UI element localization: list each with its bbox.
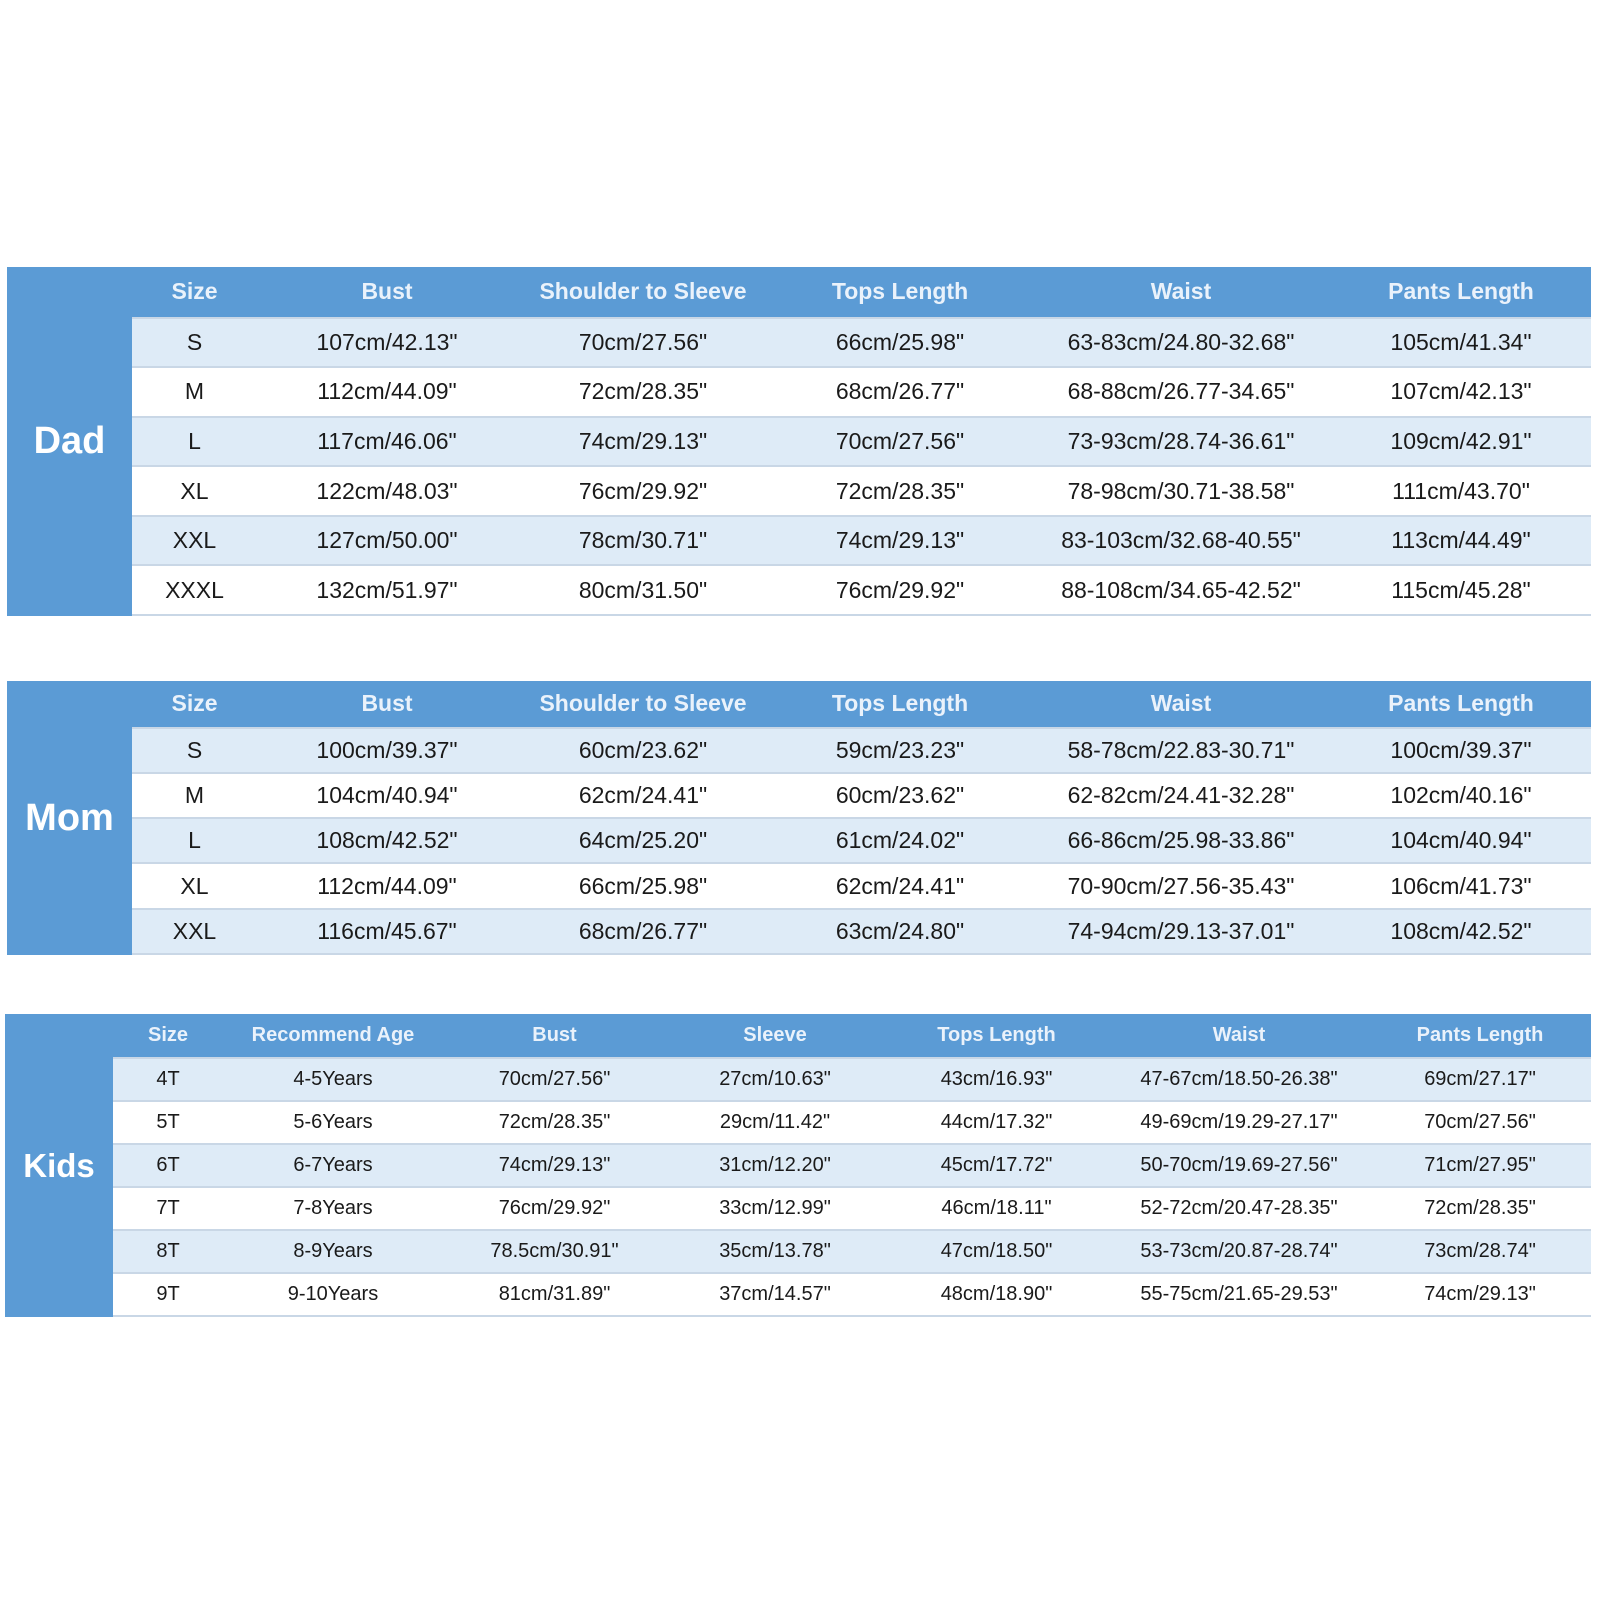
cell-bust: 107cm/42.13" [316, 328, 458, 355]
cell-bust: 132cm/51.97" [316, 576, 458, 603]
cell-bust: 108cm/42.52" [316, 827, 458, 854]
kids-label: Kids [5, 1014, 113, 1317]
cell-pants-length: 106cm/41.73" [1390, 872, 1532, 899]
cell-waist: 66-86cm/25.98-33.86" [1067, 827, 1295, 854]
cell-size: S [186, 328, 203, 355]
cell-bust: 117cm/46.06" [317, 428, 457, 454]
cell-age: 4-5Years [293, 1068, 373, 1090]
cell-tops-length: 44cm/17.32" [940, 1111, 1053, 1133]
table-row [132, 772, 1591, 817]
cell-tops-length: 45cm/17.72" [940, 1154, 1053, 1176]
cell-tops-length: 76cm/29.92" [835, 576, 965, 603]
header-waist: Waist [1212, 1024, 1266, 1046]
mom-header-row [132, 681, 1591, 727]
cell-tops-length: 46cm/18.11" [941, 1197, 1052, 1219]
cell-waist: 53-73cm/20.87-28.74" [1140, 1240, 1338, 1262]
cell-age: 7-8Years [293, 1197, 373, 1219]
dad-label: Dad [7, 267, 132, 616]
cell-shoulder: 70cm/27.56" [578, 328, 708, 355]
table-row [113, 1100, 1591, 1143]
table-row [132, 465, 1591, 515]
table-row [113, 1057, 1591, 1100]
cell-size: XXXL [165, 576, 224, 603]
cell-size: M [184, 782, 205, 809]
cell-bust: 116cm/45.67" [317, 917, 457, 944]
cell-bust: 104cm/40.94" [316, 782, 458, 809]
kids-size-chart [5, 1014, 1591, 1317]
header-size: Size [147, 1024, 189, 1046]
cell-size: L [188, 827, 201, 854]
cell-waist: 88-108cm/34.65-42.52" [1061, 576, 1301, 603]
cell-pants-length: 108cm/42.52" [1390, 917, 1532, 944]
cell-size: XXL [172, 527, 217, 554]
table-row [132, 416, 1591, 466]
header-tops-length: Tops Length [831, 278, 969, 305]
cell-size: 6T [156, 1154, 180, 1176]
cell-waist: 83-103cm/32.68-40.55" [1061, 527, 1301, 554]
cell-bust: 112cm/44.09" [317, 378, 457, 405]
cell-size: 9T [156, 1283, 180, 1305]
header-shoulder-to-sleeve: Shoulder to Sleeve [539, 278, 747, 305]
mom-label: Mom [7, 681, 132, 955]
cell-waist: 49-69cm/19.29-27.17" [1140, 1111, 1338, 1133]
cell-pants-length: 71cm/27.95" [1424, 1154, 1536, 1176]
header-size: Size [171, 690, 218, 717]
cell-tops-length: 62cm/24.41" [835, 872, 965, 899]
cell-bust: 70cm/27.56" [498, 1068, 611, 1090]
header-size: Size [171, 278, 218, 305]
header-bust: Bust [361, 690, 413, 717]
header-tops-length: Tops Length [831, 690, 969, 717]
cell-tops-length: 72cm/28.35" [835, 477, 965, 504]
header-pants-length: Pants Length [1388, 278, 1534, 305]
cell-size: 5T [156, 1111, 180, 1133]
cell-sleeve: 29cm/11.42" [719, 1111, 831, 1133]
cell-pants-length: 73cm/28.74" [1424, 1240, 1536, 1262]
cell-sleeve: 37cm/14.57" [719, 1283, 831, 1305]
cell-size: L [188, 428, 201, 454]
cell-pants-length: 105cm/41.34" [1390, 328, 1532, 355]
cell-bust: 100cm/39.37" [316, 736, 458, 763]
cell-waist: 52-72cm/20.47-28.35" [1140, 1197, 1338, 1219]
cell-size: S [186, 736, 203, 763]
cell-size: XL [180, 477, 209, 504]
table-row [132, 564, 1591, 616]
cell-shoulder: 74cm/29.13" [578, 428, 708, 454]
cell-age: 6-7Years [293, 1154, 373, 1176]
cell-size: 7T [156, 1197, 180, 1219]
header-waist: Waist [1150, 278, 1212, 305]
cell-pants-length: 115cm/45.28" [1391, 576, 1531, 603]
cell-pants-length: 69cm/27.17" [1424, 1068, 1536, 1090]
dad-size-chart [7, 267, 1591, 616]
cell-tops-length: 68cm/26.77" [835, 378, 965, 405]
dad-table [132, 267, 1591, 616]
cell-waist: 78-98cm/30.71-38.58" [1067, 477, 1295, 504]
cell-waist: 58-78cm/22.83-30.71" [1067, 736, 1295, 763]
cell-size: XXL [172, 917, 217, 944]
cell-pants-length: 102cm/40.16" [1390, 782, 1532, 809]
table-row [113, 1272, 1591, 1317]
cell-bust: 78.5cm/30.91" [490, 1240, 619, 1262]
cell-sleeve: 31cm/12.20" [719, 1154, 831, 1176]
cell-shoulder: 64cm/25.20" [578, 827, 708, 854]
table-row [132, 817, 1591, 862]
cell-waist: 47-67cm/18.50-26.38" [1140, 1068, 1338, 1090]
cell-sleeve: 33cm/12.99" [719, 1197, 831, 1219]
table-row [113, 1229, 1591, 1272]
cell-pants-length: 111cm/43.70" [1392, 477, 1530, 504]
cell-pants-length: 104cm/40.94" [1390, 827, 1532, 854]
cell-tops-length: 70cm/27.56" [835, 428, 965, 454]
cell-sleeve: 35cm/13.78" [719, 1240, 831, 1262]
cell-shoulder: 60cm/23.62" [578, 736, 708, 763]
cell-pants-length: 113cm/44.49" [1391, 527, 1531, 554]
cell-shoulder: 68cm/26.77" [578, 917, 708, 944]
cell-tops-length: 60cm/23.62" [835, 782, 965, 809]
cell-pants-length: 100cm/39.37" [1390, 736, 1532, 763]
cell-pants-length: 107cm/42.13" [1390, 378, 1532, 405]
cell-age: 9-10Years [287, 1283, 379, 1305]
mom-size-chart [7, 681, 1591, 955]
table-row [132, 317, 1591, 367]
header-shoulder-to-sleeve: Shoulder to Sleeve [539, 690, 747, 717]
cell-size: 8T [156, 1240, 180, 1262]
cell-pants-length: 72cm/28.35" [1424, 1197, 1536, 1219]
table-row [132, 727, 1591, 772]
header-waist: Waist [1150, 690, 1212, 717]
kids-table [113, 1014, 1591, 1317]
cell-waist: 55-75cm/21.65-29.53" [1140, 1283, 1338, 1305]
cell-sleeve: 27cm/10.63" [719, 1068, 831, 1090]
mom-table [132, 681, 1591, 955]
dad-header-row [132, 267, 1591, 317]
cell-age: 8-9Years [293, 1240, 373, 1262]
cell-tops-length: 48cm/18.90" [940, 1283, 1053, 1305]
cell-shoulder: 76cm/29.92" [578, 477, 708, 504]
cell-age: 5-6Years [293, 1111, 373, 1133]
cell-tops-length: 47cm/18.50" [940, 1240, 1053, 1262]
cell-size: 4T [156, 1068, 180, 1090]
table-row [132, 366, 1591, 416]
cell-waist: 63-83cm/24.80-32.68" [1067, 328, 1295, 355]
cell-pants-length: 70cm/27.56" [1424, 1111, 1536, 1133]
cell-waist: 74-94cm/29.13-37.01" [1067, 917, 1295, 944]
cell-bust: 76cm/29.92" [498, 1197, 611, 1219]
cell-shoulder: 62cm/24.41" [578, 782, 708, 809]
header-recommend-age: Recommend Age [251, 1024, 415, 1046]
cell-pants-length: 74cm/29.13" [1424, 1283, 1536, 1305]
table-row [132, 908, 1591, 955]
kids-header-row [113, 1014, 1591, 1057]
cell-shoulder: 66cm/25.98" [578, 872, 708, 899]
cell-bust: 72cm/28.35" [498, 1111, 611, 1133]
cell-bust: 122cm/48.03" [316, 477, 458, 504]
header-pants-length: Pants Length [1388, 690, 1534, 717]
cell-size: XL [180, 872, 209, 899]
header-bust: Bust [361, 278, 413, 305]
cell-tops-length: 61cm/24.02" [835, 827, 965, 854]
cell-waist: 73-93cm/28.74-36.61" [1067, 428, 1295, 454]
cell-tops-length: 63cm/24.80" [835, 917, 965, 944]
table-row [132, 862, 1591, 907]
cell-waist: 68-88cm/26.77-34.65" [1067, 378, 1295, 405]
cell-bust: 81cm/31.89" [498, 1283, 611, 1305]
table-row [113, 1186, 1591, 1229]
cell-waist: 50-70cm/19.69-27.56" [1140, 1154, 1338, 1176]
header-bust: Bust [532, 1024, 577, 1046]
cell-waist: 70-90cm/27.56-35.43" [1067, 872, 1295, 899]
table-row [132, 515, 1591, 565]
cell-tops-length: 66cm/25.98" [835, 328, 965, 355]
cell-tops-length: 74cm/29.13" [835, 527, 965, 554]
cell-tops-length: 59cm/23.23" [835, 736, 965, 763]
cell-shoulder: 80cm/31.50" [578, 576, 708, 603]
header-pants-length: Pants Length [1416, 1024, 1544, 1046]
cell-waist: 62-82cm/24.41-32.28" [1067, 782, 1295, 809]
cell-bust: 127cm/50.00" [316, 527, 458, 554]
cell-bust: 74cm/29.13" [498, 1154, 611, 1176]
header-sleeve: Sleeve [743, 1024, 807, 1046]
cell-pants-length: 109cm/42.91" [1390, 428, 1532, 454]
cell-size: M [184, 378, 205, 405]
cell-shoulder: 72cm/28.35" [578, 378, 708, 405]
header-tops-length: Tops Length [937, 1024, 1056, 1046]
table-row [113, 1143, 1591, 1186]
cell-bust: 112cm/44.09" [317, 872, 457, 899]
cell-tops-length: 43cm/16.93" [940, 1068, 1053, 1090]
cell-shoulder: 78cm/30.71" [578, 527, 708, 554]
